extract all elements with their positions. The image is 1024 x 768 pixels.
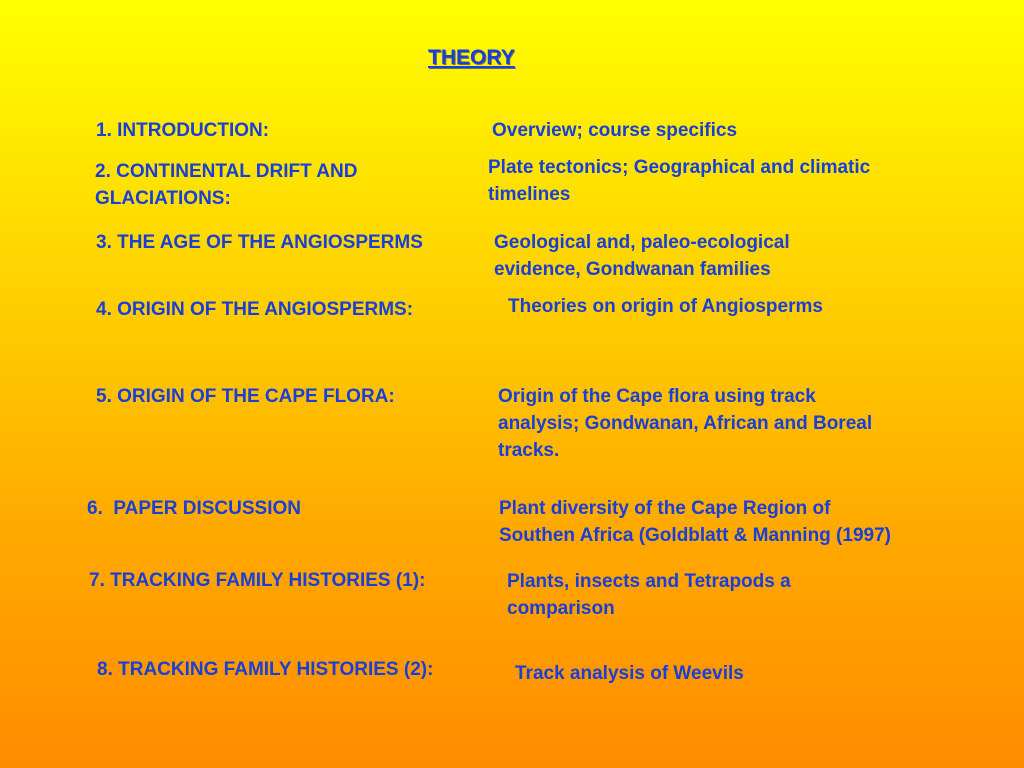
topic-3: 3. THE AGE OF THE ANGIOSPERMS: [96, 232, 423, 253]
desc-5-line-2: analysis; Gondwanan, African and Boreal: [498, 413, 873, 434]
desc-8-line-1: Track analysis of Weevils: [515, 663, 744, 684]
desc-4-line-1: Theories on origin of Angiosperms: [508, 296, 823, 317]
topic-7: 7. TRACKING FAMILY HISTORIES (1):: [89, 570, 426, 591]
slide-title: THEORY: [428, 46, 515, 69]
desc-3-line-2: evidence, Gondwanan families: [494, 259, 771, 280]
topic-1: 1. INTRODUCTION:: [96, 120, 270, 141]
topic-2-line-1: 2. CONTINENTAL DRIFT AND: [95, 161, 358, 182]
topic-4: 4. ORIGIN OF THE ANGIOSPERMS:: [96, 299, 414, 320]
topic-5: 5. ORIGIN OF THE CAPE FLORA:: [96, 386, 395, 407]
desc-6-line-1: Plant diversity of the Cape Region of: [499, 498, 831, 519]
desc-2-line-1: Plate tectonics; Geographical and climatic: [488, 157, 871, 178]
topic-2-line-2: GLACIATIONS:: [95, 188, 231, 209]
desc-7-line-1: Plants, insects and Tetrapods a: [507, 571, 791, 592]
topic-6: 6. PAPER DISCUSSION: [87, 498, 301, 519]
desc-5-line-1: Origin of the Cape flora using track: [498, 386, 816, 407]
desc-6-line-2: Southen Africa (Goldblatt & Manning (1997): [499, 525, 891, 546]
desc-2-line-2: timelines: [488, 184, 571, 205]
desc-5-line-3: tracks.: [498, 440, 560, 461]
desc-3-line-1: Geological and, paleo-ecological: [494, 232, 790, 253]
topic-8: 8. TRACKING FAMILY HISTORIES (2):: [97, 659, 434, 680]
desc-7-line-2: comparison: [507, 598, 615, 619]
desc-1-line-1: Overview; course specifics: [492, 120, 738, 141]
